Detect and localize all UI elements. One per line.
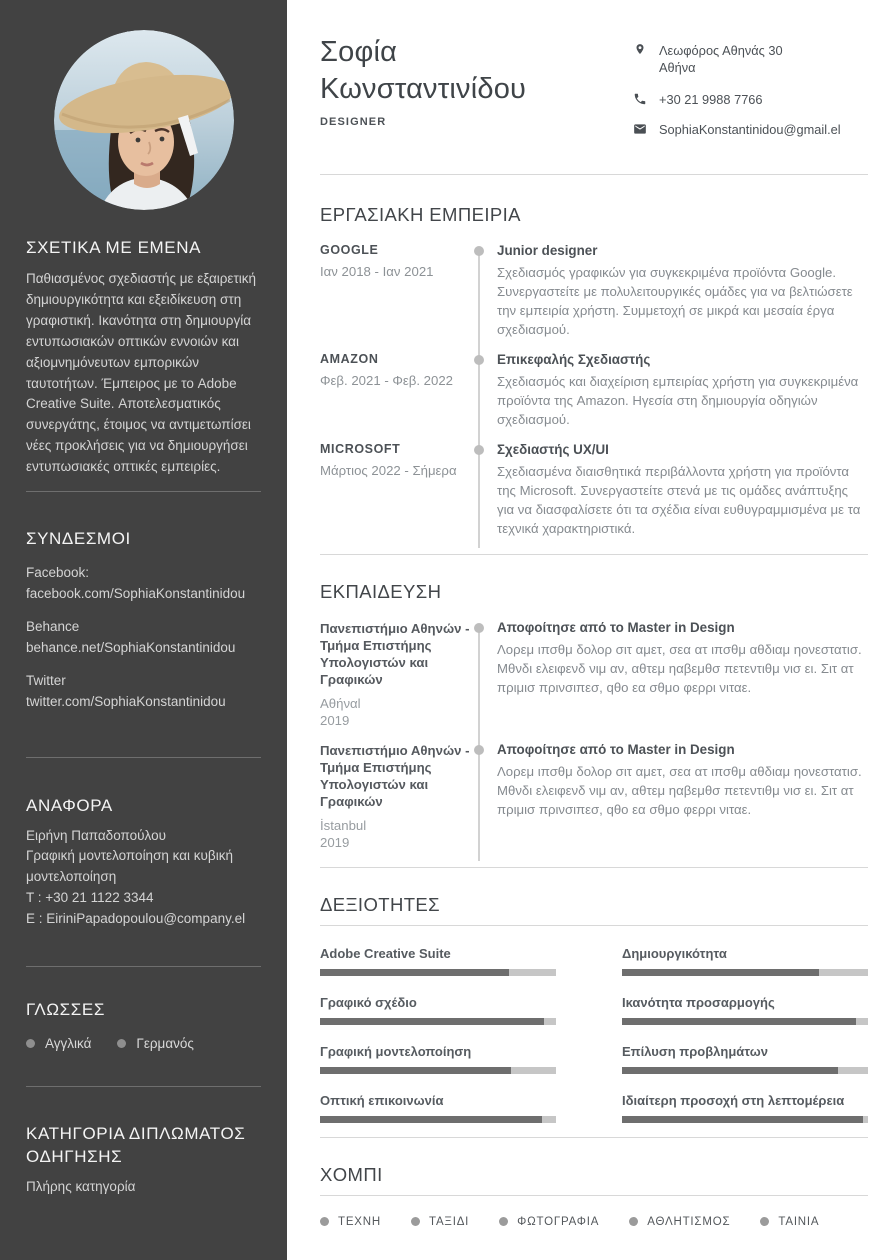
contact-email [633,121,868,138]
about-text: Παθιασμένος σχεδιαστής με εξαιρετική δημιουργικότητα και εξειδίκευση στη γραφιστική. Ικανότητα στη δημιουργία εντυπωσιακών οπτικών εννοιών και αξιομνημόνευτων εμπορικών ταυτοτήτων. Έμπειρος με το Adobe Creative Suite. Αποτελεσματικός συνεργάτης, έτοιμος να αντιμετωπίσει νέες προκλήσεις για να δημιουργήσει εντυπωσιακές οπτικές εμπειρίες. [26,270,257,475]
languages-list [26,1036,261,1051]
social-link-url: behance.net/SophiaKonstantinidou [26,639,236,655]
hobby-label: ΤΑΞΙΔΙ [428,1215,470,1228]
language-label: Γερμανός [136,1036,194,1052]
bullet-dot-icon [499,1217,508,1226]
skill-item [622,1044,868,1074]
skill-bar-track [320,1067,556,1074]
social-link-facebook [26,563,261,605]
role-title: Επικεφαλής Σχεδιαστής [497,352,651,367]
contact-address [633,42,868,77]
bullet-dot-icon [26,1039,35,1048]
skill-label: Οπτική επικοινωνία [320,1092,444,1108]
school-location-year [320,695,470,729]
driving-license-value: Πλήρης κατηγορία [26,1178,136,1194]
education-entry [320,620,868,729]
school-name: Πανεπιστήμιο Αθηνών - Τμήμα Επιστήμης Υπολογιστών και Γραφικών [320,742,470,810]
school-name: Πανεπιστήμιο Αθηνών - Τμήμα Επιστήμης Υπολογιστών και Γραφικών [320,621,470,688]
languages-title: ΓΛΩΣΣΕΣ [26,1000,105,1020]
bullet-dot-icon [117,1039,126,1048]
skill-label: Ικανότητα προσαρμογής [622,994,775,1010]
experience-entry [320,442,868,538]
links-title: ΣΥΝΔΕΣΜΟΙ [26,529,131,549]
skill-item [622,995,868,1025]
degree-description: Λορεμ ιπσθμ δολορ σιτ αμετ, σεα ατ ιπσθμ αθδιαμ ηονεστατισ. Μθνδι ελειφενδ νιμ αν, αθτεμ ηαβεμθσ πετεντιθμ νισ ει. Σιτ ατ πριμισ πρινσιπεσ, qθο εα σθμο φερρι νιταε. [497,763,862,817]
education-timeline [320,620,868,868]
bullet-dot-icon [320,1217,329,1226]
hobby-label: ΦΩΤΟΓΡΑΦΙΑ [517,1215,600,1228]
skill-item [622,946,868,976]
sidebar-divider [26,1086,261,1087]
skill-bar-fill [320,1116,542,1123]
date-range: Φεβ. 2021 - Φεβ. 2022 [320,373,454,388]
skill-label: Ιδιαίτερη προσοχή στη λεπτομέρεια [622,1092,845,1108]
contact-block [633,42,868,151]
address-line1: Λεωφόρος Αθηνάς 30 [659,43,783,58]
contact-phone [633,91,868,108]
reference-email: E : EiriniPapadopoulou@company.el [26,911,246,927]
bullet-dot-icon [411,1217,420,1226]
social-link-label: Facebook: [26,565,90,581]
education-entry-body [497,620,868,729]
school-location: Αθήναl [320,695,361,711]
skill-item [320,995,556,1025]
bullet-dot-icon [760,1217,769,1226]
hobby-label: ΤΑΙΝΙΑ [778,1215,820,1228]
hobby-label: ΤΕΧΝΗ [338,1215,381,1228]
experience-entry-meta [320,442,470,538]
email-text: SophiaKonstantinidou@gmail.el [659,121,841,137]
sidebar-divider [26,966,261,967]
skill-label: Γραφική μοντελοποίηση [320,1043,472,1059]
skill-bar-track [320,1018,556,1025]
school-location-year [320,817,470,851]
education-title: ΕΚΠΑΙΔΕΥΣΗ [320,581,442,602]
experience-entry [320,352,868,429]
social-link-label: Behance [26,618,80,634]
skill-bar-track [622,1116,868,1123]
skill-bar-fill [622,1018,856,1025]
degree-description: Λορεμ ιπσθμ δολορ σιτ αμετ, σεα ατ ιπσθμ αθδιαμ ηονεστατισ. Μθνδι ελειφενδ νιμ αν, αθτεμ ηαβεμθσ πετεντιθμ νισ ει. Σιτ ατ πριμισ πρινσιπεσ, qθο εα σθμο φερρι νιταε. [497,642,862,695]
hobby-item [411,1216,469,1228]
experience-entry-body [497,352,868,429]
reference-block [26,826,261,931]
graduation-year: 2019 [320,712,350,728]
skill-label: Γραφικό σχέδιο [320,994,417,1010]
phone-icon [633,92,647,106]
skill-bar-fill [320,969,509,976]
language-item [26,1036,91,1051]
role-description: Σχεδιασμός γραφικών για συγκεκριμένα προϊόντα Google. Συνεργαστείτε με πολυλειτουργικές ομάδες για να βελτιώσετε την εμπειρία χρήστη. Συμμετοχή σε μικρά και μεσαία έργα σχεδιασμού. [497,265,853,337]
school-location: İstanbul [320,817,367,833]
skill-label: Adobe Creative Suite [320,945,451,961]
profile-photo [54,30,234,210]
address-text [659,42,783,77]
degree-title: Αποφοίτησε από το Master in Design [497,741,735,757]
sidebar-divider [26,757,261,758]
skills-grid [320,946,868,1138]
experience-timeline [320,243,868,555]
portrait-illustration [54,30,234,210]
skill-label: Δημιουργικότητα [622,945,727,961]
hobby-item [499,1216,599,1228]
phone-text: +30 21 9988 7766 [659,91,763,107]
skill-bar-track [320,969,556,976]
social-link-twitter [26,671,261,713]
sidebar [0,0,287,1260]
education-entry [320,742,868,851]
hobbies-list [320,1216,868,1228]
role-title: Junior designer [497,243,598,258]
role-description: Σχεδιασμός και διαχείριση εμπειρίας χρήστη για συγκεκριμένα προϊόντα της Amazon. Ηγεσία στη δημιουργία οδηγιών σχεδιασμού. [497,374,859,427]
hobby-label: ΑΘΛΗΤΙΣΜΟΣ [647,1215,731,1228]
experience-entry-body [497,442,868,538]
skill-bar-fill [622,1116,863,1123]
skill-item [320,946,556,976]
language-item [117,1036,193,1051]
skill-item [320,1093,556,1123]
main-content [320,0,868,1228]
skill-bar-track [622,969,868,976]
header [320,0,868,175]
skill-bar-track [320,1116,556,1123]
date-range: Μάρτιος 2022 - Σήμερα [320,463,457,478]
experience-entry-body [497,243,868,339]
location-pin-icon [633,43,647,57]
skill-bar-track [622,1018,868,1025]
section-divider [320,1195,868,1196]
company-name: MICROSOFT [320,442,401,456]
hobby-item [760,1216,819,1228]
skill-item [622,1093,868,1123]
experience-title: ΕΡΓΑΣΙΑΚΗ ΕΜΠΕΙΡΙΑ [320,204,521,225]
language-label: Αγγλικά [45,1036,92,1052]
degree-title: Αποφοίτησε από το Master in Design [497,620,735,635]
skill-bar-fill [320,1067,511,1074]
company-name: GOOGLE [320,243,379,257]
reference-role: Γραφική μοντελοποίηση και κυβική μοντελοποίηση [26,848,233,885]
skill-bar-fill [320,1018,544,1025]
section-divider [320,925,868,926]
hobby-item [629,1216,730,1228]
role-description: Σχεδιασμένα διαισθητικά περιβάλλοντα χρήστη για προϊόντα της Microsoft. Συνεργαστείτε στενά με τις ομάδες ανάπτυξης για να διασφαλίσετε ότι τα σχέδια είναι ευθυγραμμισμένα με τα τεχνικά χαρακτηριστικά. [497,464,861,536]
last-name: Κωνσταντινίδου [320,72,527,105]
skill-bar-track [622,1067,868,1074]
reference-phone: T : +30 21 1122 3344 [26,890,154,906]
social-link-url: twitter.com/SophiaKonstantinidou [26,693,226,709]
bullet-dot-icon [629,1217,638,1226]
skill-bar-fill [622,969,819,976]
reference-name: Ειρήνη Παπαδοπούλου [26,827,166,843]
address-line2: Αθήνα [659,60,696,76]
company-name: AMAZON [320,352,379,366]
role-title: Σχεδιαστής UX/UI [497,442,609,457]
skills-title: ΔΕΞΙΟΤΗΤΕΣ [320,893,440,915]
date-range: Ιαν 2018 - Ιαν 2021 [320,264,434,279]
social-link-behance [26,617,261,659]
skill-item [320,1044,556,1074]
education-entry-meta [320,742,470,851]
graduation-year: 2019 [320,834,350,850]
hobbies-title: ΧΟΜΠΙ [320,1163,383,1185]
job-title: DESIGNER [320,116,387,129]
first-name: Σοφία [320,36,398,68]
social-link-url: facebook.com/SophiaKonstantinidou [26,586,246,602]
experience-entry-meta [320,352,470,429]
about-title: ΣΧΕΤΙΚΑ ΜΕ ΕΜΕΝΑ [26,238,202,257]
reference-title: ΑΝΑΦΟΡΑ [26,795,113,815]
skill-bar-fill [622,1067,838,1074]
hobby-item [320,1216,381,1228]
sidebar-divider [26,491,261,492]
education-entry-body [497,742,868,851]
social-link-label: Twitter [26,672,66,688]
skill-label: Επίλυση προβλημάτων [622,1043,768,1059]
experience-entry-meta [320,243,470,339]
education-entry-meta [320,620,470,729]
envelope-icon [633,122,647,136]
experience-entry [320,243,868,339]
driving-license-title: ΚΑΤΗΓΟΡΙΑ ΔΙΠΛΩΜΑΤΟΣ ΟΔΗΓΗΣΗΣ [26,1124,246,1167]
